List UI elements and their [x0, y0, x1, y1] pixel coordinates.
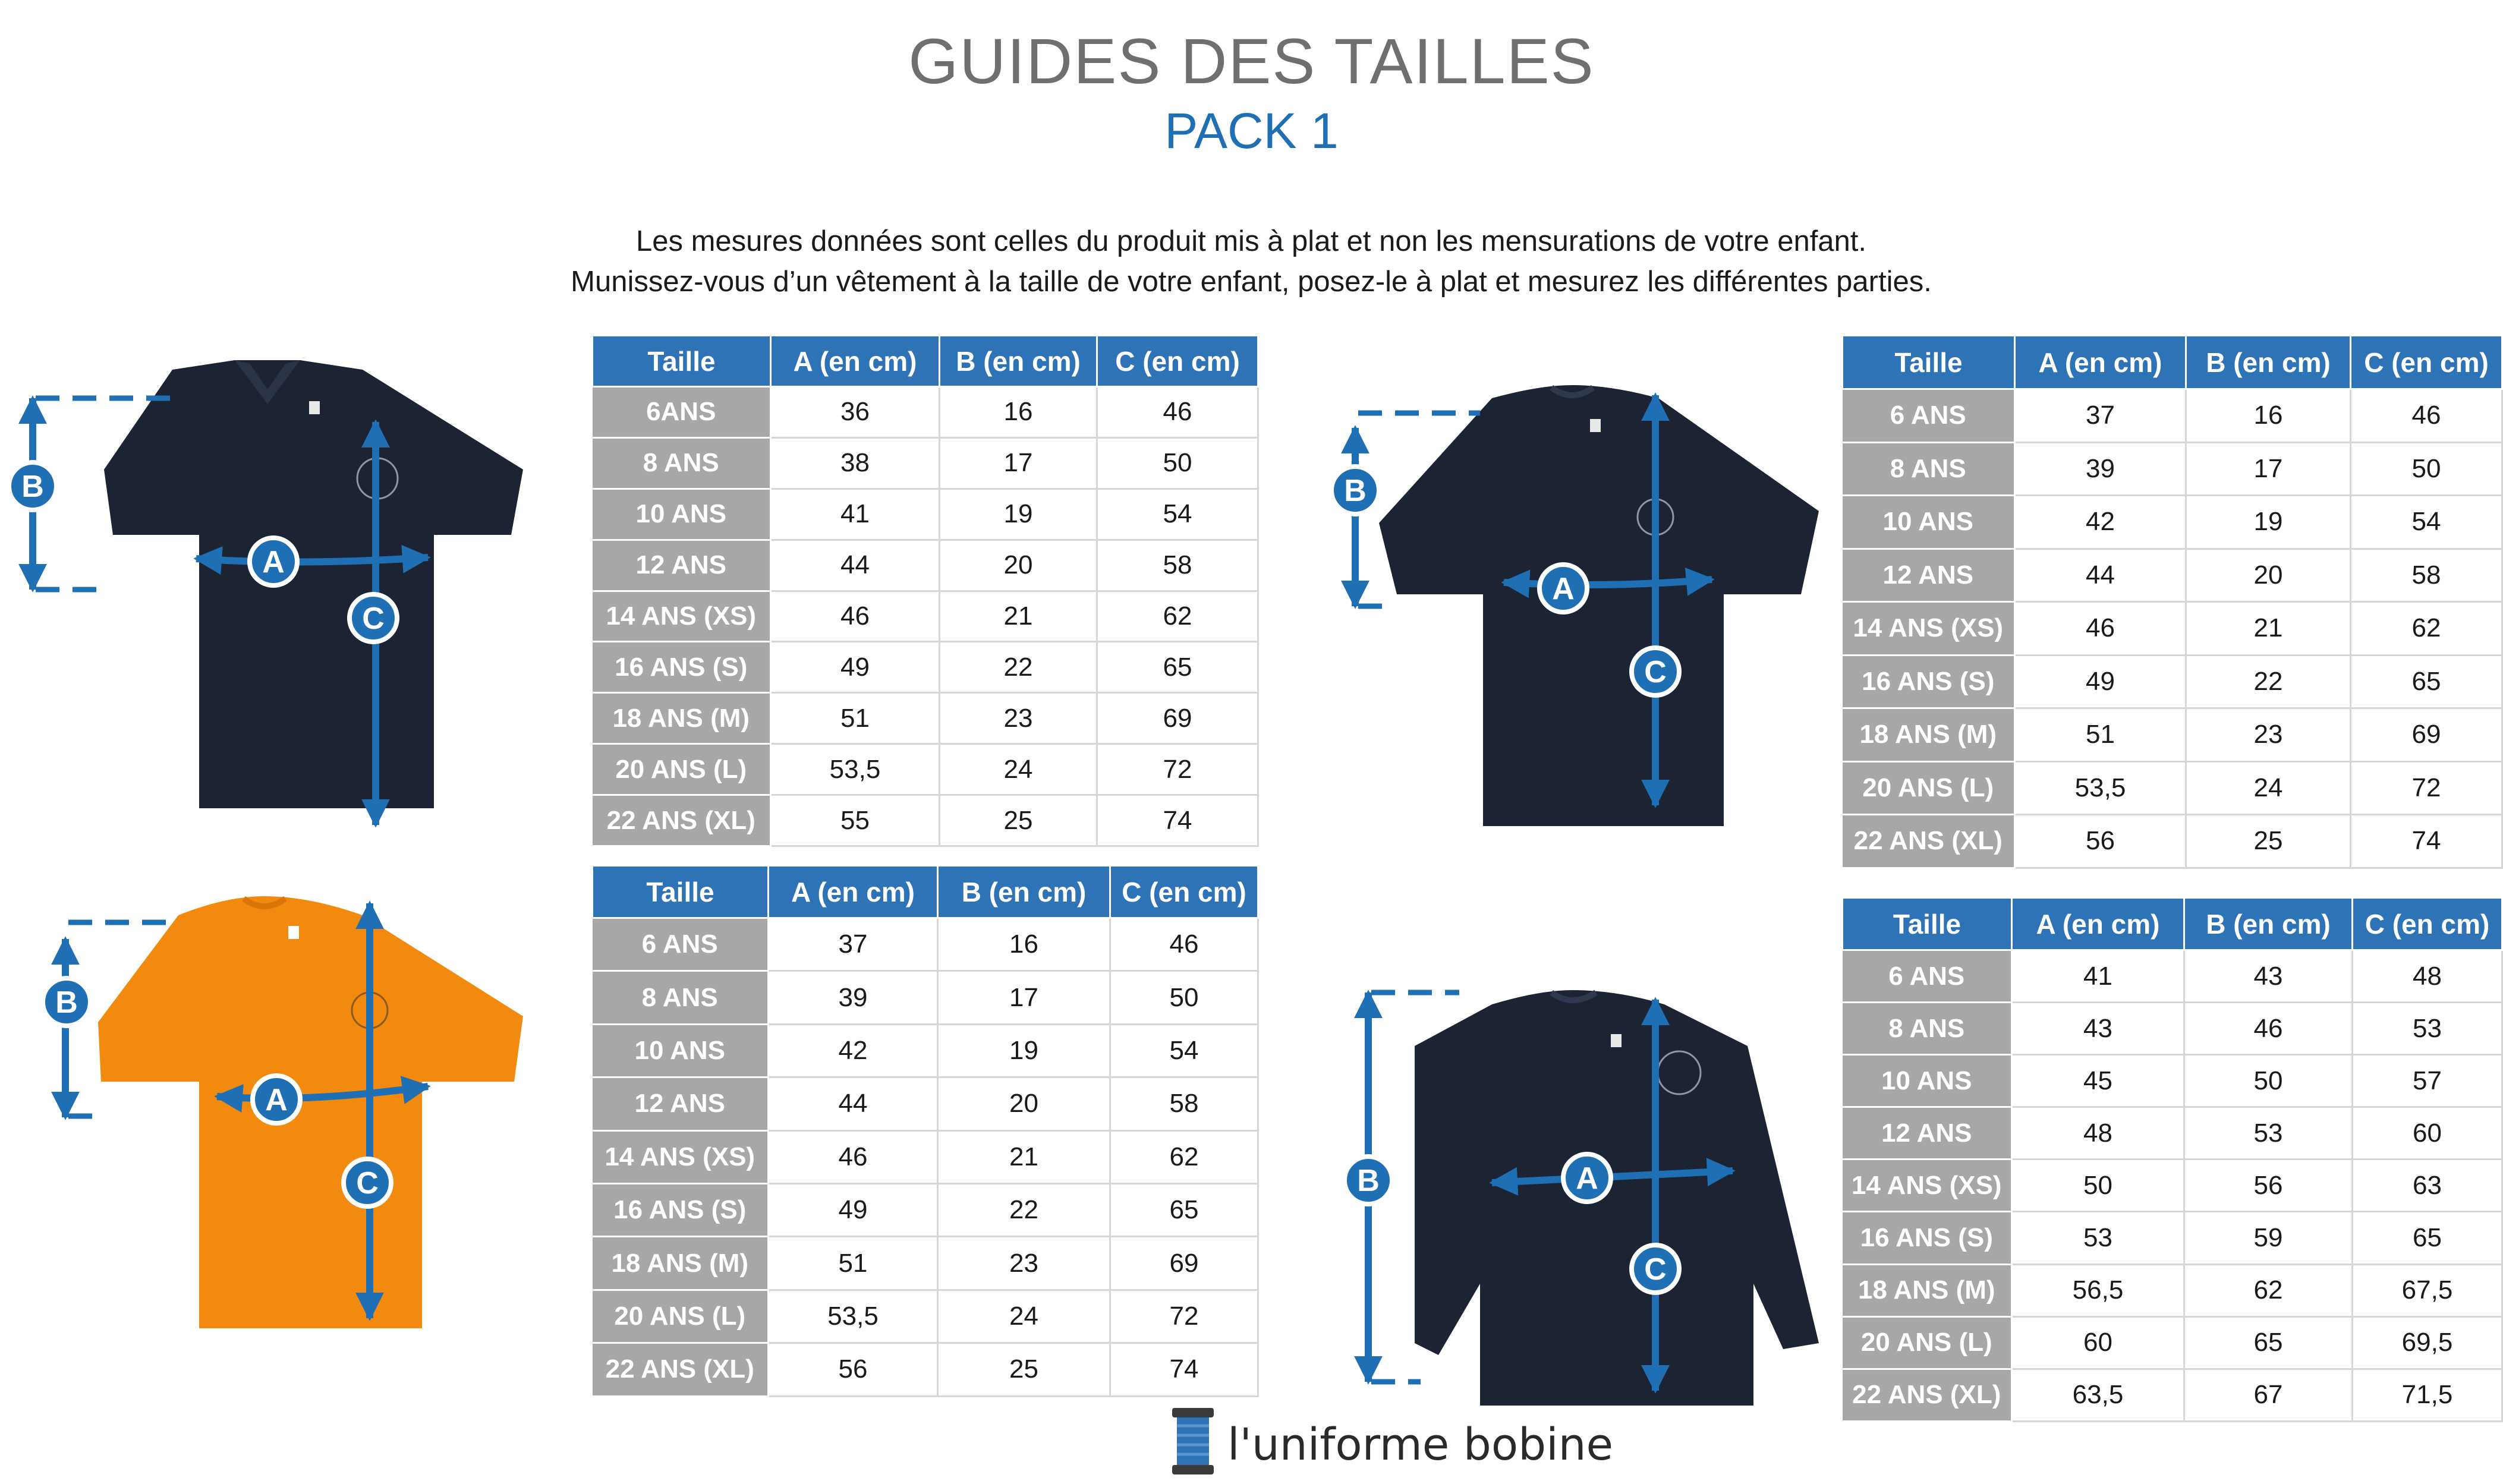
measurement-cell: 45	[2012, 1055, 2184, 1107]
polo-shirt-body	[104, 360, 523, 808]
table-row	[593, 437, 1258, 489]
size-label-cell: 20 ANS (L)	[1843, 1316, 2012, 1369]
measurement-cell: 51	[771, 693, 940, 744]
measurement-cell: 46	[2351, 389, 2502, 443]
measurement-cell: 65	[2184, 1316, 2353, 1369]
measurement-cell: 46	[769, 1130, 938, 1183]
table-row	[1843, 1003, 2502, 1055]
table-row	[593, 489, 1258, 540]
measurement-cell: 46	[1097, 387, 1258, 438]
measurement-cell: 16	[940, 387, 1097, 438]
measure-b-label: B	[1344, 474, 1367, 508]
measurement-cell: 74	[1110, 1343, 1258, 1396]
measurement-cell: 23	[2186, 708, 2351, 762]
size-label-cell: 10 ANS	[593, 489, 771, 540]
tshirt-orange-label-tag	[288, 926, 299, 939]
measurement-cell: 46	[2015, 602, 2186, 656]
size-label-cell: 12 ANS	[1843, 1107, 2012, 1160]
measurement-cell: 22	[2186, 655, 2351, 708]
size-label-cell: 6ANS	[593, 387, 771, 438]
table-row	[593, 693, 1258, 744]
sweatshirt-body	[1415, 990, 1819, 1406]
measurement-cell: 17	[940, 437, 1097, 489]
table-row	[593, 642, 1258, 693]
table-row	[593, 1024, 1258, 1077]
size-label-cell: 12 ANS	[593, 1077, 769, 1130]
intro-line-1: Les mesures données sont celles du produit mis à plat et non les mensurations de votre enfant.	[635, 225, 1867, 257]
size-label-cell: 16 ANS (S)	[593, 642, 771, 693]
measurement-cell: 56	[2184, 1160, 2353, 1212]
size-label-cell: 8 ANS	[1843, 442, 2015, 496]
measurement-cell: 72	[1110, 1290, 1258, 1343]
column-header: Taille	[593, 336, 771, 387]
measurement-cell: 50	[1097, 437, 1258, 489]
measurement-cell: 21	[938, 1130, 1110, 1183]
measurement-cell: 51	[769, 1237, 938, 1290]
measure-c-label: C	[1644, 1252, 1667, 1287]
measurement-cell: 44	[771, 540, 940, 591]
table-row	[593, 387, 1258, 438]
measurement-cell: 19	[938, 1024, 1110, 1077]
measurement-cell: 60	[2353, 1107, 2502, 1160]
size-label-cell: 16 ANS (S)	[1843, 655, 2015, 708]
size-label-cell: 10 ANS	[1843, 496, 2015, 549]
size-label-cell: 22 ANS (XL)	[1843, 815, 2015, 868]
column-header: Taille	[1843, 898, 2012, 950]
measurement-cell: 24	[938, 1290, 1110, 1343]
measurement-cell: 50	[2012, 1160, 2184, 1212]
table-row	[1843, 655, 2502, 708]
measurement-cell: 50	[2184, 1055, 2353, 1107]
size-label-cell: 16 ANS (S)	[1843, 1212, 2012, 1264]
measurement-cell: 20	[938, 1077, 1110, 1130]
measurement-cell: 25	[938, 1343, 1110, 1396]
measurement-cell: 51	[2015, 708, 2186, 762]
size-label-cell: 14 ANS (XS)	[593, 1130, 769, 1183]
table-row	[593, 1183, 1258, 1236]
size-table-tshirt-navy	[1841, 335, 2503, 869]
measurement-cell: 62	[2184, 1264, 2353, 1316]
size-label-cell: 20 ANS (L)	[593, 1290, 769, 1343]
measure-c-label: C	[1644, 655, 1667, 689]
size-label-cell: 14 ANS (XS)	[1843, 1160, 2012, 1212]
table-row	[593, 971, 1258, 1024]
polo-shirt-diagram	[0, 357, 559, 844]
size-label-cell: 8 ANS	[593, 437, 771, 489]
size-label-cell: 18 ANS (M)	[593, 1237, 769, 1290]
measurement-cell: 65	[1097, 642, 1258, 693]
measurement-cell: 17	[2186, 442, 2351, 496]
measurement-cell: 41	[2012, 950, 2184, 1003]
table-row	[1843, 442, 2502, 496]
table-header-row	[1843, 898, 2502, 950]
measurement-cell: 46	[1110, 918, 1258, 971]
tshirt-orange-body	[98, 896, 523, 1328]
measurement-cell: 16	[938, 918, 1110, 971]
table-row	[593, 795, 1258, 846]
table-row	[1843, 1316, 2502, 1369]
table-row	[1843, 1107, 2502, 1160]
table-row	[1843, 1212, 2502, 1264]
measurement-cell: 19	[940, 489, 1097, 540]
column-header: Taille	[1843, 336, 2015, 389]
table-row	[1843, 389, 2502, 443]
measurement-cell: 69	[1110, 1237, 1258, 1290]
column-header: C (en cm)	[2351, 336, 2502, 389]
measurement-cell: 67,5	[2353, 1264, 2502, 1316]
table-header-row	[593, 866, 1258, 918]
size-table-tshirt-orange	[591, 865, 1259, 1397]
measurement-cell: 50	[1110, 971, 1258, 1024]
measurement-cell: 21	[940, 591, 1097, 642]
measurement-cell: 22	[938, 1183, 1110, 1236]
table-row	[1843, 761, 2502, 815]
measurement-cell: 62	[2351, 602, 2502, 656]
column-header: A (en cm)	[771, 336, 940, 387]
size-label-cell: 14 ANS (XS)	[1843, 602, 2015, 656]
measurement-cell: 53,5	[769, 1290, 938, 1343]
measurement-cell: 17	[938, 971, 1110, 1024]
measurement-cell: 53	[2353, 1003, 2502, 1055]
table-row	[1843, 815, 2502, 868]
measurement-cell: 38	[771, 437, 940, 489]
measure-a-label: A	[1576, 1161, 1598, 1196]
table-row	[1843, 1160, 2502, 1212]
brand-name: l'uniforme bobine	[1227, 1419, 1614, 1470]
measurement-cell: 25	[2186, 815, 2351, 868]
column-header: B (en cm)	[938, 866, 1110, 918]
table-row	[1843, 1264, 2502, 1316]
size-table-polo	[591, 335, 1259, 847]
table-row	[593, 1290, 1258, 1343]
measurement-cell: 63,5	[2012, 1369, 2184, 1421]
sweatshirt-label-tag	[1611, 1034, 1622, 1047]
measure-c-label: C	[356, 1166, 379, 1201]
measurement-cell: 53	[2184, 1107, 2353, 1160]
measurement-cell: 23	[940, 693, 1097, 744]
table-row	[593, 1343, 1258, 1396]
table-row	[1843, 549, 2502, 602]
size-label-cell: 18 ANS (M)	[1843, 708, 2015, 762]
measurement-cell: 71,5	[2353, 1369, 2502, 1421]
column-header: C (en cm)	[1097, 336, 1258, 387]
measurement-cell: 39	[2015, 442, 2186, 496]
measurement-cell: 44	[2015, 549, 2186, 602]
measure-c-label: C	[362, 601, 385, 636]
measurement-cell: 65	[1110, 1183, 1258, 1236]
column-header: B (en cm)	[2186, 336, 2351, 389]
size-label-cell: 8 ANS	[1843, 1003, 2012, 1055]
measurement-cell: 24	[940, 744, 1097, 795]
measurement-cell: 74	[2351, 815, 2502, 868]
measurement-cell: 62	[1110, 1130, 1258, 1183]
size-label-cell: 22 ANS (XL)	[593, 1343, 769, 1396]
measurement-cell: 37	[2015, 389, 2186, 443]
table-row	[593, 1237, 1258, 1290]
size-label-cell: 18 ANS (M)	[1843, 1264, 2012, 1316]
table-row	[593, 744, 1258, 795]
tshirt-navy-body	[1379, 385, 1819, 826]
measurement-cell: 54	[1110, 1024, 1258, 1077]
measurement-cell: 21	[2186, 602, 2351, 656]
size-label-cell: 8 ANS	[593, 971, 769, 1024]
measurement-cell: 63	[2353, 1160, 2502, 1212]
size-label-cell: 12 ANS	[593, 540, 771, 591]
measurement-cell: 55	[771, 795, 940, 846]
size-label-cell: 20 ANS (L)	[1843, 761, 2015, 815]
sweatshirt-diagram	[1302, 987, 1849, 1414]
measurement-cell: 56,5	[2012, 1264, 2184, 1316]
measurement-cell: 72	[1097, 744, 1258, 795]
measure-a-label: A	[265, 1083, 288, 1117]
column-header: Taille	[593, 866, 769, 918]
tshirt-navy-label-tag	[1590, 419, 1601, 432]
measurement-cell: 49	[771, 642, 940, 693]
measurement-cell: 69	[2351, 708, 2502, 762]
brand-logo	[1165, 1403, 1614, 1480]
table-header-row	[1843, 336, 2502, 389]
measurement-cell: 67	[2184, 1369, 2353, 1421]
size-label-cell: 10 ANS	[1843, 1055, 2012, 1107]
measurement-cell: 44	[769, 1077, 938, 1130]
measurement-cell: 49	[769, 1183, 938, 1236]
column-header: A (en cm)	[2012, 898, 2184, 950]
table-row	[1843, 496, 2502, 549]
measurement-cell: 43	[2184, 950, 2353, 1003]
measurement-cell: 54	[2351, 496, 2502, 549]
size-label-cell: 22 ANS (XL)	[593, 795, 771, 846]
measurement-cell: 54	[1097, 489, 1258, 540]
measurement-cell: 65	[2351, 655, 2502, 708]
measure-a-label: A	[1552, 572, 1575, 606]
measurement-cell: 43	[2012, 1003, 2184, 1055]
measurement-cell: 57	[2353, 1055, 2502, 1107]
table-row	[1843, 602, 2502, 656]
measurement-cell: 20	[2186, 549, 2351, 602]
size-label-cell: 14 ANS (XS)	[593, 591, 771, 642]
size-label-cell: 6 ANS	[1843, 950, 2012, 1003]
measurement-cell: 25	[940, 795, 1097, 846]
size-label-cell: 6 ANS	[1843, 389, 2015, 443]
measurement-cell: 42	[2015, 496, 2186, 549]
measurement-cell: 37	[769, 918, 938, 971]
measurement-cell: 65	[2353, 1212, 2502, 1264]
page-subtitle: PACK 1	[1164, 103, 1339, 159]
measurement-cell: 23	[938, 1237, 1110, 1290]
thread-spool-icon	[1165, 1406, 1221, 1477]
column-header: A (en cm)	[2015, 336, 2186, 389]
table-row	[593, 918, 1258, 971]
measurement-cell: 58	[2351, 549, 2502, 602]
size-table-sweatshirt	[1841, 897, 2503, 1422]
table-row	[1843, 708, 2502, 762]
column-header: B (en cm)	[2184, 898, 2353, 950]
table-row	[593, 540, 1258, 591]
measurement-cell: 24	[2186, 761, 2351, 815]
size-label-cell: 20 ANS (L)	[593, 744, 771, 795]
measurement-cell: 39	[769, 971, 938, 1024]
tshirt-orange-diagram	[0, 891, 559, 1343]
column-header: C (en cm)	[1110, 866, 1258, 918]
measurement-cell: 60	[2012, 1316, 2184, 1369]
column-header: A (en cm)	[769, 866, 938, 918]
table-header-row	[593, 336, 1258, 387]
measurement-cell: 48	[2353, 950, 2502, 1003]
measurement-cell: 53,5	[771, 744, 940, 795]
measurement-cell: 72	[2351, 761, 2502, 815]
measurement-cell: 62	[1097, 591, 1258, 642]
column-header: C (en cm)	[2353, 898, 2502, 950]
measure-b-label: B	[1357, 1164, 1380, 1198]
table-row	[593, 1130, 1258, 1183]
size-label-cell: 16 ANS (S)	[593, 1183, 769, 1236]
table-row	[1843, 1055, 2502, 1107]
table-row	[1843, 1369, 2502, 1421]
measurement-cell: 36	[771, 387, 940, 438]
page-title: GUIDES DES TAILLES	[908, 25, 1595, 97]
measurement-cell: 16	[2186, 389, 2351, 443]
measurement-cell: 49	[2015, 655, 2186, 708]
size-label-cell: 18 ANS (M)	[593, 693, 771, 744]
measurement-cell: 53	[2012, 1212, 2184, 1264]
polo-label-tag	[309, 401, 320, 414]
table-row	[593, 1077, 1258, 1130]
measurement-cell: 74	[1097, 795, 1258, 846]
measurement-cell: 56	[769, 1343, 938, 1396]
measurement-cell: 48	[2012, 1107, 2184, 1160]
tshirt-navy-diagram	[1302, 380, 1849, 838]
measurement-cell: 58	[1110, 1077, 1258, 1130]
measurement-cell: 53,5	[2015, 761, 2186, 815]
measurement-cell: 59	[2184, 1212, 2353, 1264]
measurement-cell: 46	[2184, 1003, 2353, 1055]
measurement-cell: 19	[2186, 496, 2351, 549]
measure-b-label: B	[21, 470, 44, 504]
measurement-cell: 42	[769, 1024, 938, 1077]
table-row	[1843, 950, 2502, 1003]
table-row	[593, 591, 1258, 642]
measure-b-label: B	[55, 985, 78, 1020]
measurement-cell: 20	[940, 540, 1097, 591]
intro-text	[0, 221, 2503, 302]
column-header: B (en cm)	[940, 336, 1097, 387]
measurement-cell: 50	[2351, 442, 2502, 496]
measurement-cell: 69,5	[2353, 1316, 2502, 1369]
measurement-cell: 41	[771, 489, 940, 540]
size-label-cell: 6 ANS	[593, 918, 769, 971]
intro-line-2: Munissez-vous d’un vêtement à la taille de votre enfant, posez-le à plat et mesurez les différentes parties.	[571, 266, 1932, 298]
measurement-cell: 69	[1097, 693, 1258, 744]
measure-a-label: A	[262, 545, 285, 579]
size-label-cell: 22 ANS (XL)	[1843, 1369, 2012, 1421]
size-label-cell: 12 ANS	[1843, 549, 2015, 602]
size-label-cell: 10 ANS	[593, 1024, 769, 1077]
measurement-cell: 46	[771, 591, 940, 642]
measurement-cell: 56	[2015, 815, 2186, 868]
measurement-cell: 58	[1097, 540, 1258, 591]
measurement-cell: 22	[940, 642, 1097, 693]
